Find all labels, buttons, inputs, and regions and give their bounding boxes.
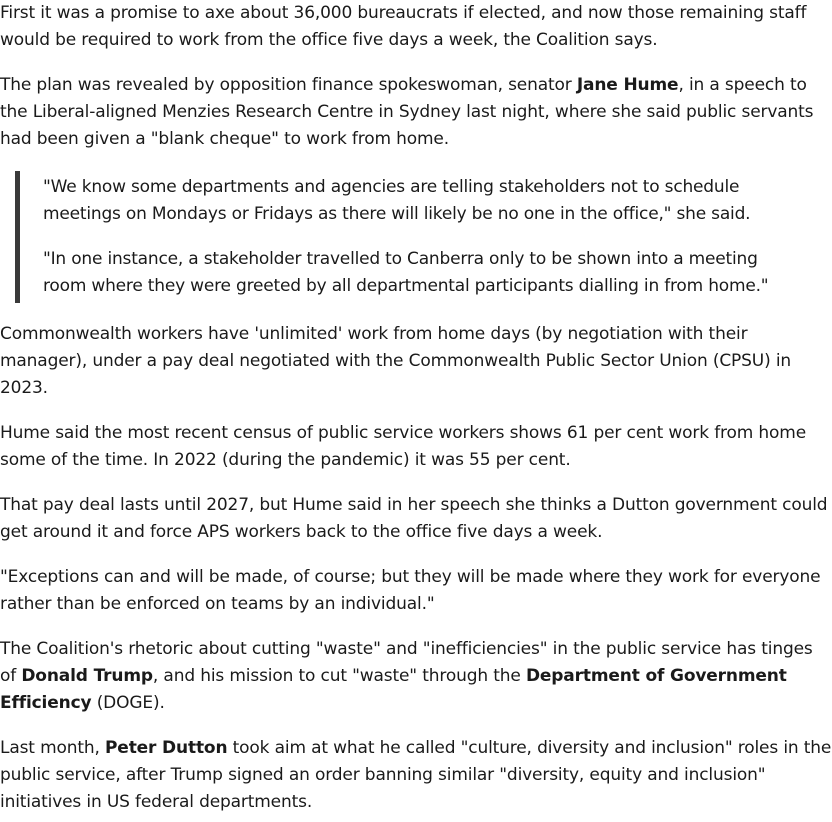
paragraph-exceptions-quote: "Exceptions can and will be made, of course; but they will be made where they work for everyone rather than be enforced on teams by an individual." (0, 567, 821, 614)
paragraph-plan-text-2: , in a speech to the Liberal-aligned Menzies Research Centre in Sydney last night, where she said public servants had been given a "blank cheque" to work from home. (0, 75, 814, 149)
paragraph-pay-deal: Commonwealth workers have 'unlimited' work from home days (by negotiation with their manager), under a pay deal negotiated with the Commonwealth Public Sector Union (CPSU) in 2023. (0, 324, 792, 398)
paragraph-rhetoric-text-3: (DOGE). (91, 693, 165, 713)
org-name-doge: Department of Government Efficiency (0, 666, 787, 713)
paragraph-dutton-government: That pay deal lasts until 2027, but Hume said in her speech she thinks a Dutton government could get around it and force APS workers back to the office five days a week. (0, 495, 828, 542)
paragraph-plan-text-1: The plan was revealed by opposition finance spokeswoman, senator (0, 75, 577, 95)
quote-paragraph-1: "We know some departments and agencies are telling stakeholders not to schedule meetings on Mondays or Fridays as there will likely be no one in the office," she said. (43, 177, 751, 224)
paragraph-plan (0, 72, 832, 153)
paragraph-rhetoric-text-1: The Coalition's rhetoric about cutting "waste" and "inefficiencies" in the public service has tinges of (0, 639, 813, 686)
paragraph-intro: First it was a promise to axe about 36,000 bureaucrats if elected, and now those remaining staff would be required to work from the office five days a week, the Coalition says. (0, 3, 807, 50)
paragraph-last-month-text-1: Last month, (0, 738, 105, 758)
quote-paragraph-2: "In one instance, a stakeholder travelled to Canberra only to be shown into a meeting room where they were greeted by all departmental participants dialling in from home." (43, 249, 769, 296)
paragraph-rhetoric (0, 636, 832, 717)
blockquote (15, 171, 803, 303)
paragraph-last-month-text-2: took aim at what he called "culture, diversity and inclusion" roles in the public service, after Trump signed an order banning similar "diversity, equity and inclusion" initiatives in US federal departments. (0, 738, 832, 812)
person-name-peter-dutton: Peter Dutton (105, 738, 228, 758)
paragraph-census: Hume said the most recent census of public service workers shows 61 per cent work from home some of the time. In 2022 (during the pandemic) it was 55 per cent. (0, 423, 807, 470)
person-name-jane-hume: Jane Hume (576, 75, 679, 95)
paragraph-rhetoric-text-2: , and his mission to cut "waste" through the (152, 666, 526, 686)
person-name-donald-trump: Donald Trump (21, 666, 153, 686)
paragraph-last-month (0, 735, 832, 816)
